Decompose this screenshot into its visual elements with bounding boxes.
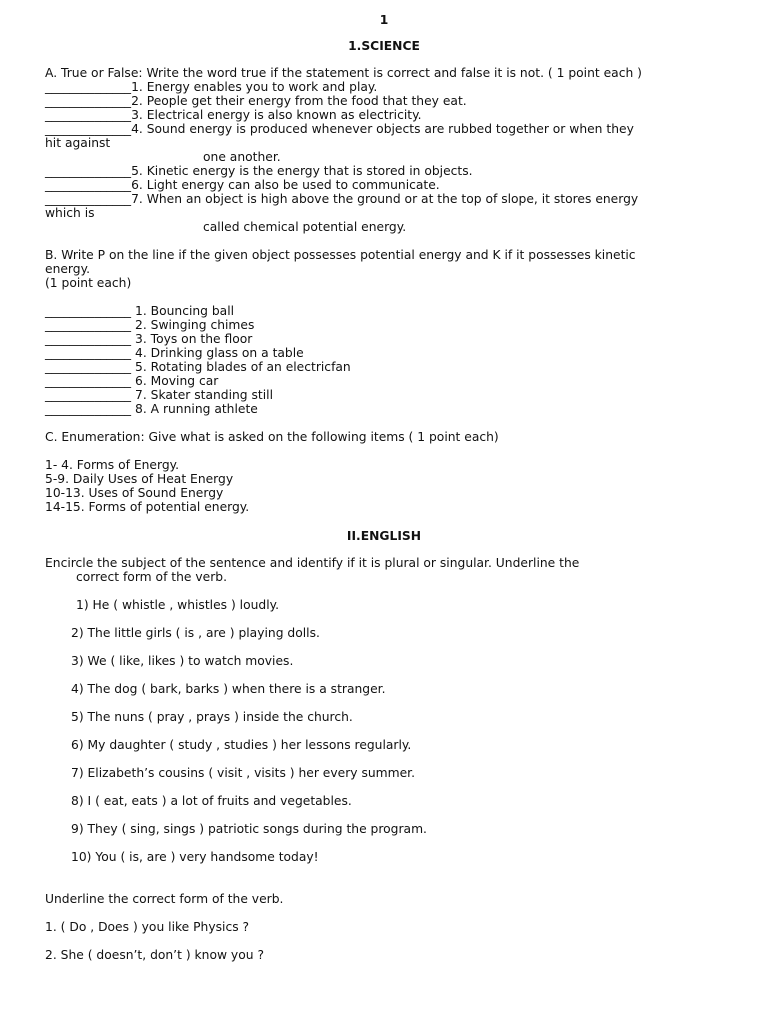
spacer — [45, 906, 725, 920]
part-b-items — [45, 304, 725, 416]
part-a — [45, 66, 725, 234]
english-sentence-item: 5) The nuns ( pray , prays ) inside the church. — [71, 710, 353, 724]
answer-blank: ______________ — [45, 360, 132, 374]
part-c — [45, 430, 725, 514]
energy-object-label: 1. Bouncing ball — [135, 304, 235, 318]
true-false-statement: 3. Electrical energy is also known as electricity. — [131, 108, 422, 122]
verb-sentence-item: 1. ( Do , Does ) you like Physics ? — [45, 920, 250, 934]
energy-object-item — [45, 304, 725, 318]
english-sentence-item: 6) My daughter ( study , studies ) her lessons regularly. — [71, 738, 412, 752]
part-a-items — [45, 80, 725, 234]
answer-blank: ______________ — [45, 192, 132, 206]
english-instruction: Encircle the subject of the sentence and identify if it is plural or singular. Underline the — [45, 556, 580, 570]
spacer — [45, 668, 725, 682]
verb-sentence-item: 2. She ( doesn’t, don’t ) know you ? — [45, 948, 264, 962]
answer-blank: ______________ — [45, 388, 132, 402]
energy-object-label: 5. Rotating blades of an electricfan — [135, 360, 351, 374]
answer-blank: ______________ — [45, 122, 132, 136]
part-c-instruction: C. Enumeration: Give what is asked on the following items ( 1 point each) — [45, 430, 499, 444]
true-false-statement-cont: called chemical potential energy. — [203, 220, 407, 234]
english-instruction-wrap: correct form of the verb. — [76, 570, 228, 584]
energy-object-item — [45, 388, 725, 402]
energy-object-item — [45, 360, 725, 374]
spacer — [45, 696, 725, 710]
spacer — [45, 724, 725, 738]
part-c-items — [45, 458, 725, 514]
verb-items — [45, 906, 725, 962]
answer-blank: ______________ — [45, 94, 132, 108]
enumeration-item: 5-9. Daily Uses of Heat Energy — [45, 472, 234, 486]
english-sentence-item: 3) We ( like, likes ) to watch movies. — [71, 654, 294, 668]
part-b — [45, 248, 725, 416]
spacer — [45, 780, 725, 794]
spacer — [45, 836, 725, 850]
true-false-statement: 7. When an object is high above the ground or at the top of slope, it stores energy — [131, 192, 639, 206]
english-sentence-item: 10) You ( is, are ) very handsome today! — [71, 850, 319, 864]
part-a-instruction: A. True or False: Write the word true if the statement is correct and false it is not. ( 1 point each ) — [45, 66, 642, 80]
energy-object-label: 8. A running athlete — [135, 402, 258, 416]
spacer — [45, 640, 725, 654]
spacer — [45, 808, 725, 822]
answer-blank: ______________ — [45, 346, 132, 360]
true-false-statement: 2. People get their energy from the food that they eat. — [131, 94, 467, 108]
true-false-statement-cont: one another. — [203, 150, 281, 164]
true-false-statement: 5. Kinetic energy is the energy that is stored in objects. — [131, 164, 473, 178]
english-section — [45, 556, 725, 864]
enumeration-item: 10-13. Uses of Sound Energy — [45, 486, 224, 500]
answer-blank: ______________ — [45, 374, 132, 388]
spacer — [45, 584, 725, 598]
english-items — [45, 584, 725, 864]
true-false-statement-wrap: which is — [45, 206, 95, 220]
part-b-instruction-wrap: energy. — [45, 262, 91, 276]
english-sentence-item: 1) He ( whistle , whistles ) loudly. — [76, 598, 280, 612]
enumeration-item: 1- 4. Forms of Energy. — [45, 458, 180, 472]
answer-blank: ______________ — [45, 318, 132, 332]
answer-blank: ______________ — [45, 80, 132, 94]
true-false-item — [45, 178, 725, 192]
energy-object-label: 3. Toys on the floor — [135, 332, 253, 346]
true-false-item — [45, 80, 725, 94]
energy-object-label: 7. Skater standing still — [135, 388, 274, 402]
science-title: 1.SCIENCE — [348, 39, 420, 53]
true-false-statement: 1. Energy enables you to work and play. — [131, 80, 378, 94]
verb-instruction: Underline the correct form of the verb. — [45, 892, 284, 906]
true-false-item — [45, 164, 725, 178]
english-sentence-item: 4) The dog ( bark, barks ) when there is a stranger. — [71, 682, 386, 696]
answer-blank: ______________ — [45, 178, 132, 192]
page-number: 1 — [379, 13, 389, 27]
energy-object-item — [45, 332, 725, 346]
english-sentence-item: 2) The little girls ( is , are ) playing dolls. — [71, 626, 320, 640]
answer-blank: ______________ — [45, 304, 132, 318]
energy-object-item — [45, 374, 725, 388]
energy-object-label: 2. Swinging chimes — [135, 318, 255, 332]
english-sentence-item: 9) They ( sing, sings ) patriotic songs during the program. — [71, 822, 427, 836]
energy-object-label: 6. Moving car — [135, 374, 219, 388]
energy-object-item — [45, 402, 725, 416]
english-title: II.ENGLISH — [346, 529, 422, 543]
spacer — [45, 752, 725, 766]
true-false-item — [45, 192, 725, 206]
answer-blank: ______________ — [45, 108, 132, 122]
answer-blank: ______________ — [45, 164, 132, 178]
answer-blank: ______________ — [45, 332, 132, 346]
part-b-points: (1 point each) — [45, 276, 132, 290]
true-false-statement: 4. Sound energy is produced whenever objects are rubbed together or when they — [131, 122, 634, 136]
enumeration-item: 14-15. Forms of potential energy. — [45, 500, 250, 514]
energy-object-label: 4. Drinking glass on a table — [135, 346, 304, 360]
true-false-item — [45, 94, 725, 108]
spacer — [45, 934, 725, 948]
answer-blank: ______________ — [45, 402, 132, 416]
true-false-item — [45, 122, 725, 136]
energy-object-item — [45, 318, 725, 332]
verb-section — [45, 892, 725, 962]
english-sentence-item: 8) I ( eat, eats ) a lot of fruits and vegetables. — [71, 794, 352, 808]
spacer — [45, 612, 725, 626]
true-false-item — [45, 108, 725, 122]
english-sentence-item: 7) Elizabeth’s cousins ( visit , visits ) her every summer. — [71, 766, 416, 780]
true-false-statement-wrap: hit against — [45, 136, 111, 150]
part-b-instruction: B. Write P on the line if the given object possesses potential energy and K if it possesses kinetic — [45, 248, 636, 262]
true-false-statement: 6. Light energy can also be used to communicate. — [131, 178, 440, 192]
energy-object-item — [45, 346, 725, 360]
